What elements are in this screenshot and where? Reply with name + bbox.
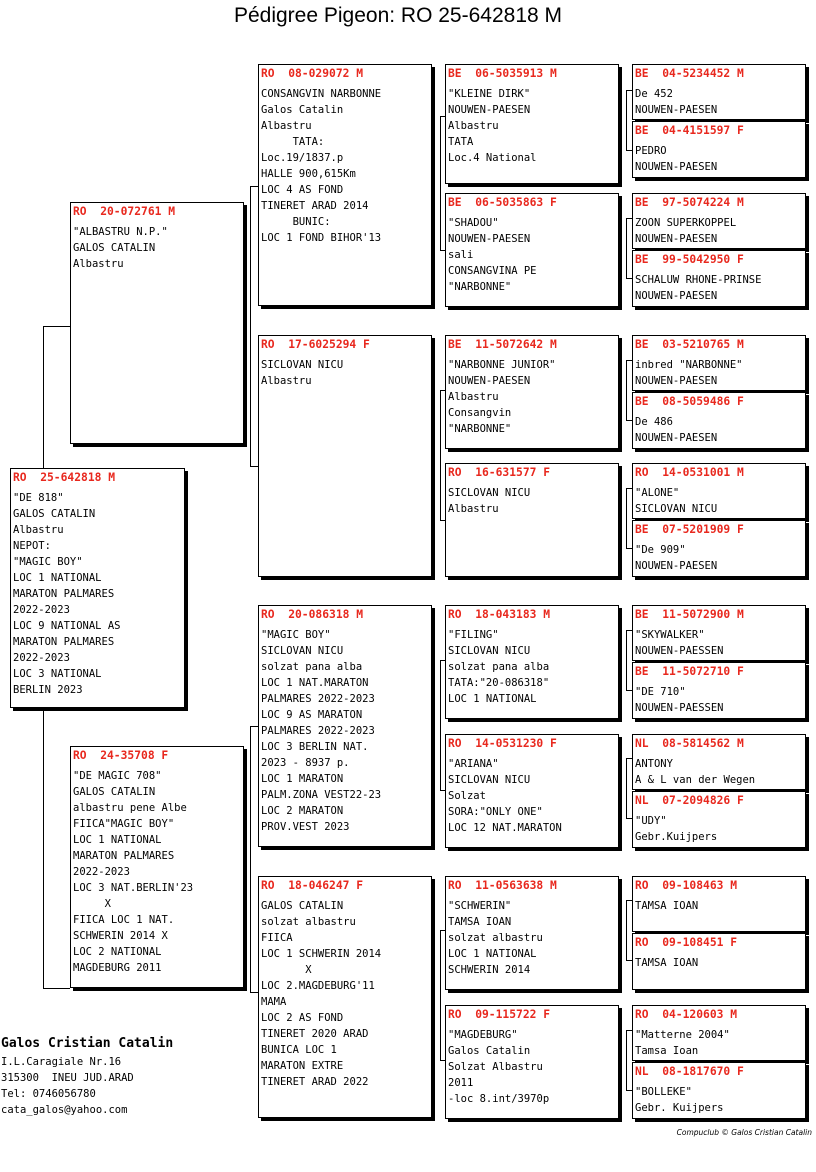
bird-info-line: LOC 9 AS MARATON (261, 709, 363, 721)
connector-line (440, 390, 445, 391)
bird-info-line: BERLIN 2023 (13, 684, 83, 696)
bird-info-line: Albastru (448, 391, 499, 403)
pedigree-box (445, 876, 619, 990)
bird-info-line: Loc.4 National (448, 152, 537, 164)
bird-info-line: A & L van der Wegen (635, 774, 756, 786)
bird-info-line: Consangvin (448, 407, 512, 419)
pedigree-box (632, 1005, 806, 1061)
bird-info-line: NOUWEN-PAESEN (635, 432, 718, 444)
bird-info-line: "KLEINE DIRK" (448, 88, 531, 100)
bird-info-line: 2022-2023 (73, 866, 130, 878)
ring-number: BE 11-5072900 M (635, 608, 744, 621)
bird-info-line: "SCHWERIN" (448, 900, 512, 912)
bird-info-line: PALMARES 2022-2023 (261, 725, 375, 737)
bird-info-line: sali (448, 249, 474, 261)
breeder-email[interactable]: cata_galos@yahoo.com (1, 1104, 128, 1116)
pedigree-box (445, 734, 619, 848)
bird-info-line: "DE 710" (635, 686, 686, 698)
bird-info-line: MARATON EXTRE (261, 1060, 344, 1072)
bird-info-line: TINERET ARAD 2014 (261, 200, 369, 212)
bird-info-line: X (73, 898, 111, 910)
bird-info-line: LOC 2 AS FOND (261, 1012, 344, 1024)
pedigree-box (445, 335, 619, 449)
bird-info-line: LOC 3 BERLIN NAT. (261, 741, 369, 753)
pedigree-box (632, 520, 806, 577)
bird-info-line: Albastru (261, 120, 312, 132)
bird-info-line: Albastru (448, 503, 499, 515)
bird-info-line: solzat pana alba (261, 661, 363, 673)
bird-info-line: LOC 1 NATIONAL (13, 572, 102, 584)
bird-info-line: LOC 1 NATIONAL (448, 948, 537, 960)
bird-info-line: LOC 2 MARATON (261, 805, 344, 817)
bird-info-line: "DE 818" (13, 492, 64, 504)
bird-info-line: TAMSA IOAN (448, 916, 512, 928)
bird-info-line: "MAGIC BOY" (13, 556, 83, 568)
bird-info-line: 2022-2023 (13, 652, 70, 664)
connector-line (626, 150, 632, 151)
bird-info-line: NOUWEN-PAESEN (448, 233, 531, 245)
bird-info-line: LOC 1 NATIONAL (73, 834, 162, 846)
connector-line (626, 960, 632, 961)
pedigree-box (445, 605, 619, 719)
bird-info-line: Albastru (261, 375, 312, 387)
bird-info-line: TATA:"20-086318" (448, 677, 550, 689)
bird-info-line: TINERET ARAD 2022 (261, 1076, 369, 1088)
connector-line (43, 326, 44, 468)
ring-number: RO 14-0531001 M (635, 466, 744, 479)
bird-info-line: PALM.ZONA VEST22-23 (261, 789, 382, 801)
connector-line (440, 390, 441, 520)
bird-info-line: LOC 1 FOND BIHOR'13 (261, 232, 382, 244)
bird-info-line: "NARBONNE" (448, 423, 512, 435)
bird-info-line: CONSANGVIN NARBONNE (261, 88, 382, 100)
bird-info-line: Albastru (13, 524, 64, 536)
connector-line (440, 930, 445, 931)
bird-info-line: 2011 (448, 1077, 474, 1089)
ring-number: RO 16-631577 F (448, 466, 551, 479)
bird-info-line: solzat albastru (261, 916, 356, 928)
pedigree-box (632, 64, 806, 120)
ring-number: BE 97-5074224 M (635, 196, 744, 209)
ring-number: RO 17-6025294 F (261, 338, 370, 351)
bird-info-line: LOC 1 SCHWERIN 2014 (261, 948, 382, 960)
bird-info-line: De 452 (635, 88, 673, 100)
connector-line (626, 218, 627, 278)
connector-line (626, 90, 632, 91)
ring-number: RO 04-120603 M (635, 1008, 738, 1021)
connector-line (626, 218, 632, 219)
pedigree-box (632, 121, 806, 178)
bird-info-line: SICLOVAN NICU (635, 503, 718, 515)
ring-number: NL 07-2094826 F (635, 794, 744, 807)
bird-info-line: Galos Catalin (261, 104, 344, 116)
bird-info-line: Albastru (73, 258, 124, 270)
pedigree-box (632, 250, 806, 307)
connector-line (626, 488, 632, 489)
pedigree-box (258, 605, 432, 847)
bird-info-line: MARATON PALMARES (13, 588, 115, 600)
connector-line (43, 988, 70, 989)
pedigree-box (632, 463, 806, 519)
connector-line (250, 186, 251, 466)
bird-info-line: Albastru (448, 120, 499, 132)
connector-line (626, 278, 632, 279)
bird-info-line: MAGDEBURG 2011 (73, 962, 162, 974)
bird-info-line: MARATON PALMARES (73, 850, 175, 862)
bird-info-line: SICLOVAN NICU (261, 359, 344, 371)
ring-number: BE 11-5072642 M (448, 338, 557, 351)
pedigree-box (632, 1062, 806, 1119)
bird-info-line: "SKYWALKER" (635, 629, 705, 641)
ring-number: BE 04-4151597 F (635, 124, 744, 137)
pedigree-box (632, 605, 806, 661)
bird-info-line: MAMA (261, 996, 287, 1008)
bird-info-line: GALOS CATALIN (73, 786, 156, 798)
bird-info-line: NOUWEN-PAESEN (635, 290, 718, 302)
bird-info-line: -loc 8.int/3970p (448, 1093, 550, 1105)
bird-info-line: GALOS CATALIN (13, 508, 96, 520)
bird-info-line: Gebr. Kuijpers (635, 1102, 724, 1114)
bird-info-line: NOUWEN-PAESEN (635, 560, 718, 572)
pedigree-box (632, 933, 806, 990)
bird-info-line: 2023 - 8937 p. (261, 757, 350, 769)
bird-info-line: Solzat (448, 790, 486, 802)
connector-line (626, 630, 632, 631)
bird-info-line: NOUWEN-PAESSEN (635, 702, 724, 714)
bird-info-line: solzat pana alba (448, 661, 550, 673)
connector-line (250, 726, 258, 727)
bird-info-line: Solzat Albastru (448, 1061, 543, 1073)
pedigree-box (258, 64, 432, 306)
bird-info-line: PEDRO (635, 145, 667, 157)
connector-line (250, 992, 258, 993)
pedigree-box (258, 876, 432, 1118)
breeder-city: 315300 INEU JUD.ARAD (1, 1072, 134, 1084)
connector-line (626, 360, 627, 420)
bird-info-line: X (261, 964, 312, 976)
bird-info-line: CONSANGVINA PE (448, 265, 537, 277)
pedigree-box (632, 791, 806, 848)
bird-info-line: "De 909" (635, 544, 686, 556)
bird-info-line: SICLOVAN NICU (261, 645, 344, 657)
connector-line (626, 758, 627, 818)
pedigree-box (632, 193, 806, 249)
bird-info-line: NEPOT: (13, 540, 51, 552)
bird-info-line: "UDY" (635, 815, 667, 827)
ring-number: BE 99-5042950 F (635, 253, 744, 266)
ring-number: RO 09-115722 F (448, 1008, 551, 1021)
bird-info-line: MARATON PALMARES (13, 636, 115, 648)
bird-info-line: NOUWEN-PAESEN (448, 375, 531, 387)
bird-info-line: NOUWEN-PAESEN (635, 104, 718, 116)
bird-info-line: solzat albastru (448, 932, 543, 944)
connector-line (626, 1090, 632, 1091)
bird-info-line: FIICA"MAGIC BOY" (73, 818, 175, 830)
pedigree-box (632, 335, 806, 391)
connector-line (626, 360, 632, 361)
connector-line (626, 758, 632, 759)
bird-info-line: NOUWEN-PAESEN (635, 233, 718, 245)
bird-info-line: SICLOVAN NICU (448, 774, 531, 786)
ring-number: BE 06-5035913 M (448, 67, 557, 80)
bird-info-line: BUNIC: (261, 216, 331, 228)
pedigree-box (258, 335, 432, 577)
ring-number: BE 04-5234452 M (635, 67, 744, 80)
pedigree-box (70, 202, 244, 444)
connector-line (626, 90, 627, 150)
page-title: Pédigree Pigeon: RO 25-642818 M (233, 4, 563, 27)
ring-number: RO 20-086318 M (261, 608, 364, 621)
bird-info-line: "ARIANA" (448, 758, 499, 770)
ring-number: RO 24-35708 F (73, 749, 169, 762)
bird-info-line: "NARBONNE" (448, 281, 512, 293)
bird-info-line: TATA (448, 136, 474, 148)
connector-line (440, 660, 441, 790)
connector-line (626, 1030, 627, 1090)
bird-info-line: LOC 4 AS FOND (261, 184, 344, 196)
connector-line (43, 708, 44, 988)
bird-info-line: albastru pene Albe (73, 802, 187, 814)
bird-info-line: TINERET 2020 ARAD (261, 1028, 369, 1040)
pedigree-box (445, 193, 619, 307)
bird-info-line: SICLOVAN NICU (448, 487, 531, 499)
connector-line (626, 630, 627, 690)
ring-number: RO 08-029072 M (261, 67, 364, 80)
ring-number: BE 06-5035863 F (448, 196, 557, 209)
ring-number: RO 14-0531230 F (448, 737, 557, 750)
bird-info-line: "NARBONNE JUNIOR" (448, 359, 556, 371)
ring-number: RO 09-108451 F (635, 936, 738, 949)
ring-number: BE 07-5201909 F (635, 523, 744, 536)
ring-number: NL 08-5814562 M (635, 737, 744, 750)
ring-number: BE 08-5059486 F (635, 395, 744, 408)
bird-info-line: "MAGIC BOY" (261, 629, 331, 641)
connector-line (440, 660, 445, 661)
ring-number: RO 11-0563638 M (448, 879, 557, 892)
bird-info-line: Tamsa Ioan (635, 1045, 699, 1057)
pedigree-box (445, 463, 619, 577)
pedigree-box (632, 876, 806, 932)
ring-number: BE 03-5210765 M (635, 338, 744, 351)
bird-info-line: HALLE 900,615Km (261, 168, 356, 180)
bird-info-line: SCHWERIN 2014 X (73, 930, 168, 942)
bird-info-line: "SHADOU" (448, 217, 499, 229)
breeder-phone: Tel: 0746056780 (1, 1088, 96, 1100)
connector-line (626, 488, 627, 548)
bird-info-line: Galos Catalin (448, 1045, 531, 1057)
ring-number: RO 20-072761 M (73, 205, 176, 218)
bird-info-line: NOUWEN-PAESEN (635, 161, 718, 173)
bird-info-line: "BOLLEKE" (635, 1086, 692, 1098)
pedigree-box (10, 468, 185, 708)
connector-line (440, 1060, 445, 1061)
bird-info-line: LOC 3 NATIONAL (13, 668, 102, 680)
breeder-address: I.L.Caragiale Nr.16 (1, 1056, 122, 1068)
connector-line (626, 900, 632, 901)
bird-info-line: FIICA LOC 1 NAT. (73, 914, 175, 926)
connector-line (626, 900, 627, 960)
connector-line (626, 1030, 632, 1031)
connector-line (440, 520, 445, 521)
bird-info-line: SICLOVAN NICU (448, 645, 531, 657)
footer-credit: Compuclub © Galos Cristian Catalin (676, 1128, 812, 1137)
ring-number: RO 09-108463 M (635, 879, 738, 892)
ring-number: RO 18-046247 F (261, 879, 364, 892)
bird-info-line: LOC 3 NAT.BERLIN'23 (73, 882, 194, 894)
ring-number: RO 25-642818 M (13, 471, 116, 484)
bird-info-line: LOC 1 NAT.MARATON (261, 677, 369, 689)
bird-info-line: LOC 9 NATIONAL AS (13, 620, 121, 632)
pedigree-box (70, 746, 244, 988)
connector-line (626, 548, 632, 549)
bird-info-line: LOC 2.MAGDEBURG'11 (261, 980, 375, 992)
pedigree-box (445, 1005, 619, 1119)
bird-info-line: SORA:"ONLY ONE" (448, 806, 543, 818)
pedigree-box (632, 392, 806, 449)
ring-number: RO 18-043183 M (448, 608, 551, 621)
bird-info-line: TATA: (261, 136, 325, 148)
connector-line (43, 326, 70, 327)
connector-line (440, 250, 445, 251)
pedigree-box (445, 64, 619, 184)
connector-line (626, 690, 632, 691)
bird-info-line: SCHWERIN 2014 (448, 964, 531, 976)
connector-line (440, 930, 441, 1060)
breeder-name: Galos Cristian Catalin (1, 1036, 174, 1051)
connector-line (626, 420, 632, 421)
bird-info-line: BUNICA LOC 1 (261, 1044, 337, 1056)
bird-info-line: NOUWEN-PAESEN (635, 375, 718, 387)
bird-info-line: NOUWEN-PAESEN (448, 104, 531, 116)
ring-number: NL 08-1817670 F (635, 1065, 744, 1078)
bird-info-line: TAMSA IOAN (635, 900, 699, 912)
bird-info-line: "ALBASTRU N.P." (73, 226, 168, 238)
connector-line (250, 726, 251, 992)
bird-info-line: "DE MAGIC 708" (73, 770, 162, 782)
bird-info-line: inbred "NARBONNE" (635, 359, 743, 371)
bird-info-line: ZOON SUPERKOPPEL (635, 217, 737, 229)
pedigree-box (632, 662, 806, 719)
bird-info-line: FIICA (261, 932, 293, 944)
pedigree-box (632, 734, 806, 790)
bird-info-line: De 486 (635, 416, 673, 428)
bird-info-line: 2022-2023 (13, 604, 70, 616)
bird-info-line: LOC 1 MARATON (261, 773, 344, 785)
bird-info-line: SCHALUW RHONE-PRINSE (635, 274, 762, 286)
bird-info-line: LOC 12 NAT.MARATON (448, 822, 562, 834)
connector-line (440, 116, 441, 250)
bird-info-line: "ALONE" (635, 487, 680, 499)
bird-info-line: GALOS CATALIN (73, 242, 156, 254)
connector-line (626, 818, 632, 819)
bird-info-line: Gebr.Kuijpers (635, 831, 718, 843)
ring-number: BE 11-5072710 F (635, 665, 744, 678)
bird-info-line: PROV.VEST 2023 (261, 821, 350, 833)
bird-info-line: "MAGDEBURG" (448, 1029, 518, 1041)
connector-line (440, 790, 445, 791)
bird-info-line: "Matterne 2004" (635, 1029, 730, 1041)
breeder-info (1, 1034, 173, 1118)
connector-line (250, 466, 258, 467)
bird-info-line: PALMARES 2022-2023 (261, 693, 375, 705)
bird-info-line: LOC 2 NATIONAL (73, 946, 162, 958)
connector-line (440, 116, 445, 117)
bird-info-line: TAMSA IOAN (635, 957, 699, 969)
bird-info-line: GALOS CATALIN (261, 900, 344, 912)
connector-line (250, 186, 258, 187)
bird-info-line: "FILING" (448, 629, 499, 641)
bird-info-line: LOC 1 NATIONAL (448, 693, 537, 705)
bird-info-line: Loc.19/1837.p (261, 152, 344, 164)
bird-info-line: ANTONY (635, 758, 673, 770)
bird-info-line: NOUWEN-PAESSEN (635, 645, 724, 657)
